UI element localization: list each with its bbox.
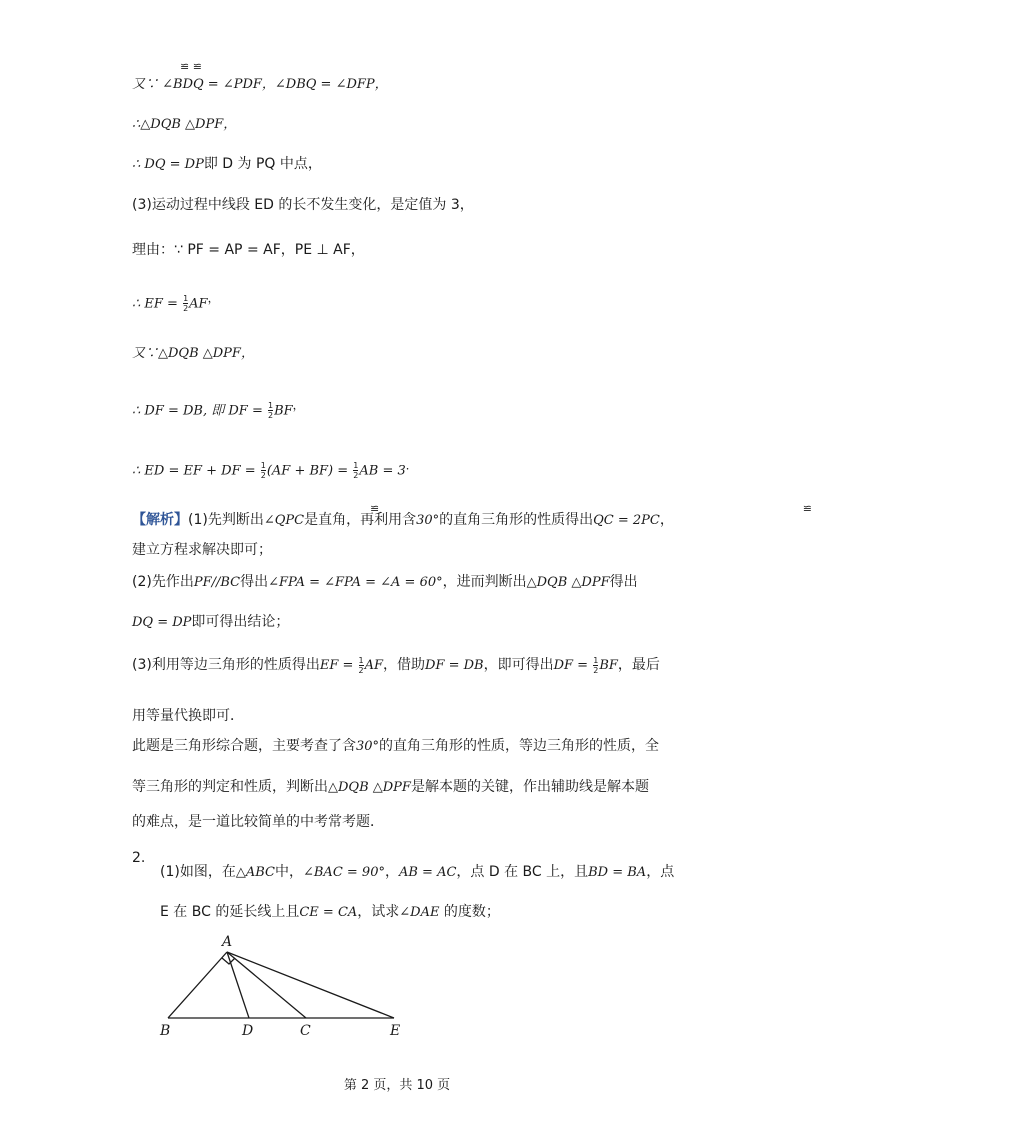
solution-line-3: ∴ DQ = DP即 D 为 PQ 中点， (132, 156, 322, 172)
page-footer: 第 2 页，共 10 页 (343, 1078, 451, 1093)
analysis-line-3: (2)先作出PF//BC得出∠FPA = ∠FPA = ∠A = 60°，进而判断出△DQB △DPF得出 (132, 574, 638, 590)
analysis-marks: ≌ ≌ (370, 502, 1022, 515)
problem-number: 2. (132, 850, 146, 866)
analysis-line-7: 此题是三角形综合题，主要考查了含30°的直角三角形的性质，等边三角形的性质，全 (132, 738, 660, 754)
solution-line-1: 又∵ ∠BDQ = ∠PDF，∠DBQ = ∠DFP， (132, 77, 388, 92)
line-ab (168, 952, 227, 1018)
label-c: C (300, 1023, 311, 1039)
solution-line-8: ∴ DF = DB, 即 DF = $\frac{1}{2}$ BF， (132, 398, 305, 421)
fraction: $\frac{1}{2}$ (183, 294, 189, 314)
solution-marks-l1: ≌ ≌ (180, 60, 202, 73)
analysis-line-8: 等三角形的判定和性质，判断出△DQB △DPF是解本题的关键，作出辅助线是解本题 (132, 779, 649, 795)
fraction: $\frac{1}{2}$ (593, 655, 599, 675)
label-d: D (242, 1023, 254, 1039)
fraction: $\frac{1}{2}$ (353, 461, 359, 481)
analysis-line-6: 用等量代换即可． (132, 708, 244, 724)
analysis-line-1: 【解析】(1)先判断出∠QPC是直角，再利用含30°的直角三角形的性质得出QC = 2PC， (132, 512, 674, 528)
fraction: $\frac{1}{2}$ (267, 401, 274, 421)
label-a: A (222, 934, 233, 950)
line-ac (227, 952, 306, 1018)
analysis-tag: 【解析】 (132, 512, 188, 528)
analysis-line-2: 建立方程求解决即可； (132, 542, 272, 558)
label-e: E (390, 1023, 401, 1039)
fraction: $\frac{1}{2}$ (358, 655, 364, 675)
solution-line-5: 理由：∵ PF = AP = AF，PE ⊥ AF， (132, 242, 365, 258)
analysis-line-4: DQ = DP即可得出结论； (132, 614, 290, 630)
triangle-figure (158, 932, 408, 1042)
solution-line-7: 又∵△DQB △DPF， (132, 346, 254, 361)
analysis-line-5: (3)利用等边三角形的性质得出EF = $\frac{1}{2}$ AF，借助DF = DB，即可得出DF = $\frac{1}{2}$ BF，最后 (132, 655, 660, 675)
analysis-line-9: 的难点，是一道比较简单的中考常考题． (132, 814, 384, 830)
problem-line-1: (1)如图，在△ABC中，∠BAC = 90°，AB = AC，点 D 在 BC 上，且BD = BA，点 (160, 864, 675, 880)
solution-line-9: ∴ ED = EF + DF = $\frac{1}{2}$ (AF + BF) = $\frac{1}{2}$ AB = 3． (132, 458, 418, 481)
solution-line-4: (3)运动过程中线段 ED 的长不发生变化，是定值为 3， (132, 197, 474, 213)
problem-line-2: E 在 BC 的延长线上且CE = CA，试求∠DAE 的度数； (160, 904, 500, 920)
right-angle-mark (222, 958, 235, 964)
solution-line-6: ∴ EF = $\frac{1}{2}$ AF， (132, 291, 220, 314)
fraction: $\frac{1}{2}$ (260, 461, 266, 481)
solution-line-2: ∴△DQB △DPF， (132, 117, 237, 132)
line-ae (227, 952, 394, 1018)
label-b: B (160, 1023, 171, 1039)
